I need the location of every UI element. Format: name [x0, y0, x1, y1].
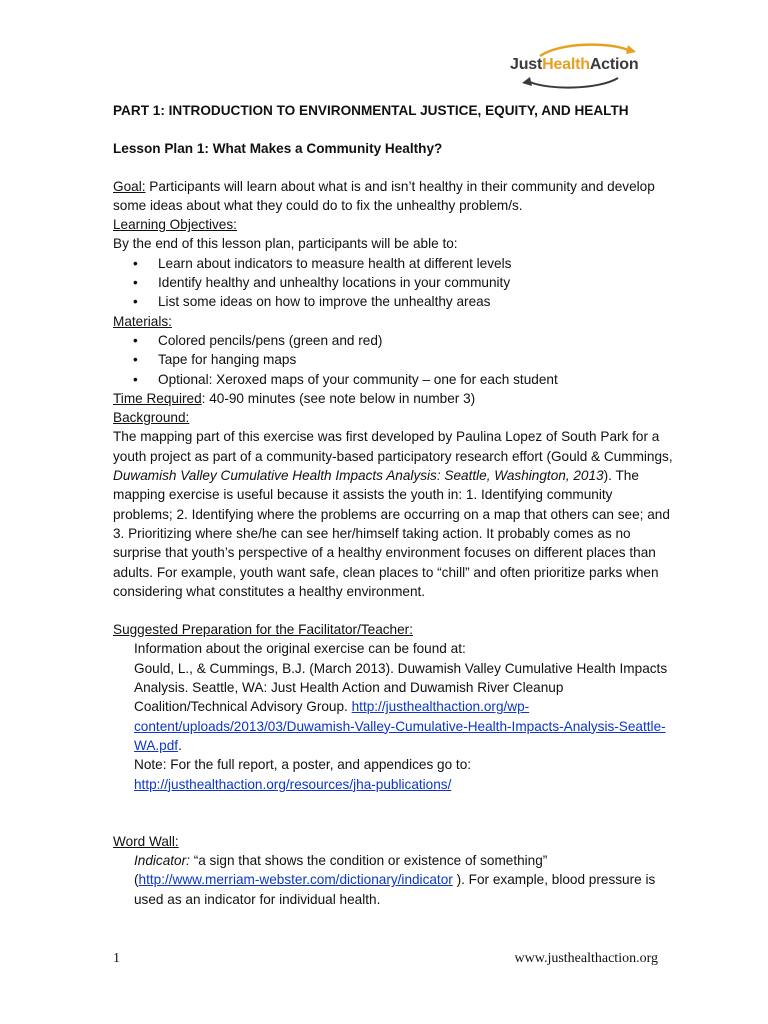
background-text-a: The mapping part of this exercise was first developed by Paulina Lopez of South Park for a youth project as part of a community-based participatory research effort (Gould & Cummings,	[113, 429, 673, 464]
materials-label: Materials:	[113, 313, 172, 329]
document-body	[113, 101, 673, 909]
preparation-info: Information about the original exercise can be found at:	[134, 641, 466, 657]
time-required-text: : 40-90 minutes (see note below in number 3)	[201, 390, 476, 406]
list-item: • Identify healthy and unhealthy locations in your community	[113, 273, 673, 292]
word-wall-after: ). For example, blood pressure is used as an indicator for individual health.	[134, 872, 656, 907]
list-item: • Optional: Xeroxed maps of your community – one for each student	[113, 370, 673, 389]
reference-text: Gould, L., & Cummings, B.J. (March 2013). Duwamish Valley Cumulative Health Impacts Analysis. Seattle, WA: Just Health Action and Duwamish River Cleanup Coalition/Technical Advisory Group.	[134, 660, 668, 715]
list-item: • Colored pencils/pens (green and red)	[113, 331, 673, 350]
background-paragraph	[113, 427, 673, 601]
reference-period: .	[178, 737, 182, 753]
dictionary-link[interactable]: http://www.merriam-webster.com/dictionary/indicator	[138, 872, 453, 888]
goal-paragraph	[113, 177, 673, 216]
word-wall-definition	[134, 851, 673, 870]
background-citation: Duwamish Valley Cumulative Health Impacts Analysis: Seattle, Washington, 2013	[113, 468, 604, 484]
logo-word-just: Just	[510, 56, 543, 73]
open-paren: (	[134, 872, 139, 888]
spacer	[113, 601, 673, 620]
word-wall-block	[113, 851, 673, 909]
report-pdf-link[interactable]: http://justhealthaction.org/wp-content/uploads/2013/03/Duwamish-Valley-Cumulative-Health-Impacts-Analysis-Seattle-WA.pdf	[134, 699, 666, 753]
footer-website: www.justhealthaction.org	[514, 951, 658, 966]
logo-word-health: Health	[542, 56, 590, 73]
goal-label: Goal:	[113, 178, 146, 194]
logo-wordmark	[510, 56, 638, 74]
background-label: Background:	[113, 410, 190, 426]
publications-link[interactable]: http://justhealthaction.org/resources/jha-publications/	[134, 776, 452, 792]
background-text-b: ). The mapping exercise is useful because it assists the youth in: 1. Identifying community problems; 2. Identifying where the problems are occurring on a map that others can see; and 3. Prioritizing where she/he can see her/himself taking action. It probably comes as no surprise that youth’s perspective of a healthy environment focuses on different places than adults. For example, youth want safe, clean places to “chill” and often prioritize parks when considering what constitutes a healthy environment.	[113, 468, 670, 599]
preparation-block	[113, 639, 673, 793]
lesson-heading: Lesson Plan 1: What Makes a Community Healthy?	[113, 141, 443, 157]
preparation-label: Suggested Preparation for the Facilitator/Teacher:	[113, 622, 413, 638]
spacer	[113, 794, 673, 832]
time-required-label: Time Required	[113, 390, 202, 406]
goal-text: Participants will learn about what is and isn’t healthy in their community and develop some ideas about what they could do to fix the unhealthy problem/s.	[113, 178, 655, 213]
time-required-paragraph	[113, 389, 673, 408]
learning-objectives-intro: By the end of this lesson plan, participants will be able to:	[113, 236, 458, 252]
page-footer	[113, 951, 658, 971]
learning-objectives-label: Learning Objectives:	[113, 217, 237, 233]
materials-list	[113, 331, 673, 389]
learning-objectives-list	[113, 254, 673, 312]
word-wall-label: Word Wall:	[113, 833, 179, 849]
page-number: 1	[113, 951, 120, 966]
publications-link-line	[134, 775, 673, 794]
preparation-note: Note: For the full report, a poster, and appendices go to:	[134, 757, 472, 773]
logo-word-action: Action	[589, 56, 639, 73]
list-item: • Tape for hanging maps	[113, 350, 673, 369]
list-item: • List some ideas on how to improve the unhealthy areas	[113, 292, 673, 311]
word-wall-source	[134, 870, 673, 909]
word-wall-definition-text: “a sign that shows the condition or existence of something”	[189, 853, 548, 869]
part-heading: PART 1: INTRODUCTION TO ENVIRONMENTAL JUSTICE, EQUITY, AND HEALTH	[113, 103, 629, 118]
just-health-action-logo	[500, 40, 648, 92]
word-wall-term: Indicator:	[134, 853, 190, 869]
preparation-reference	[134, 659, 673, 755]
list-item: • Learn about indicators to measure health at different levels	[113, 254, 673, 273]
